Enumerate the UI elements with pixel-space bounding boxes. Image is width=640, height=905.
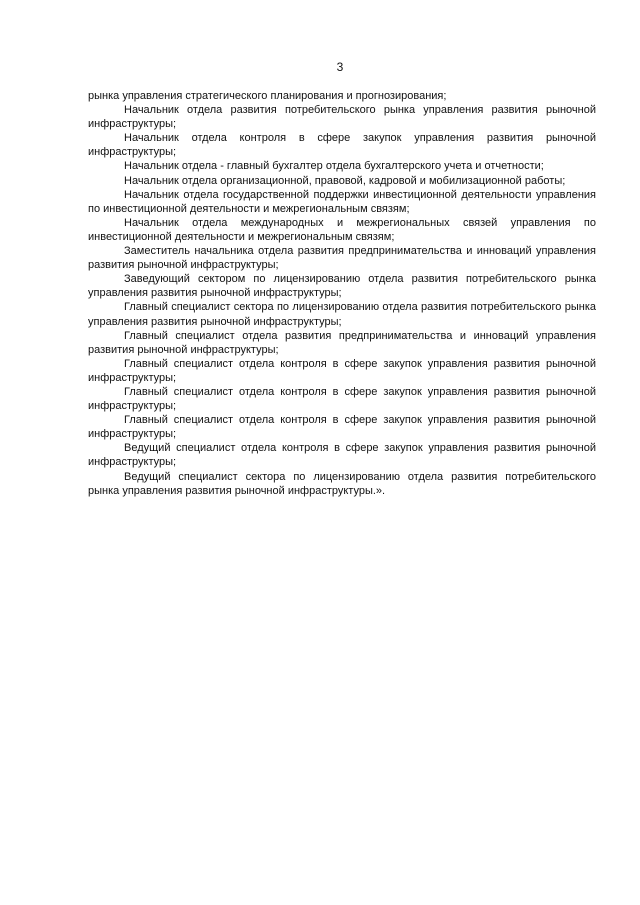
paragraph: Главный специалист сектора по лицензированию отдела развития потребительского рынка управления развития рыночной инфраструктуры; — [88, 301, 596, 328]
paragraph: Начальник отдела контроля в сфере закупок управления развития рыночной инфраструктуры; — [88, 132, 596, 159]
paragraph: Начальник отдела развития потребительского рынка управления развития рыночной инфраструктуры; — [88, 104, 596, 131]
paragraph: Заведующий сектором по лицензированию отдела развития потребительского рынка управления развития рыночной инфраструктуры; — [88, 273, 596, 300]
paragraph: Главный специалист отдела развития предпринимательства и инноваций управления развития рыночной инфраструктуры; — [88, 329, 596, 356]
paragraph: Ведущий специалист отдела контроля в сфере закупок управления развития рыночной инфраструктуры; — [88, 442, 596, 469]
paragraph: Начальник отдела организационной, правовой, кадровой и мобилизационной работы; — [124, 174, 566, 187]
paragraph: Заместитель начальника отдела развития предпринимательства и инноваций управления развития рыночной инфраструктуры; — [88, 245, 596, 272]
paragraph: Главный специалист отдела контроля в сфере закупок управления развития рыночной инфраструктуры; — [88, 385, 596, 413]
page-number: 3 — [336, 60, 344, 74]
document-body — [88, 89, 596, 498]
paragraph: Ведущий специалист сектора по лицензированию отдела развития потребительского рынка управления развития рыночной инфраструктуры.». — [88, 470, 596, 497]
paragraph: Начальник отдела государственной поддержки инвестиционной деятельности управления по инвестиционной деятельности и межрегиональным связям; — [88, 188, 596, 215]
paragraph: Начальник отдела - главный бухгалтер отдела бухгалтерского учета и отчетности; — [124, 160, 544, 173]
paragraph-continuation: рынка управления стратегического планирования и прогнозирования; — [88, 90, 447, 102]
paragraph: Начальник отдела международных и межрегиональных связей управления по инвестиционной деятельности и межрегиональным связям; — [88, 216, 596, 243]
paragraph: Главный специалист отдела контроля в сфере закупок управления развития рыночной инфраструктуры; — [88, 414, 596, 441]
paragraph: Главный специалист отдела контроля в сфере закупок управления развития рыночной инфраструктуры; — [88, 357, 596, 384]
